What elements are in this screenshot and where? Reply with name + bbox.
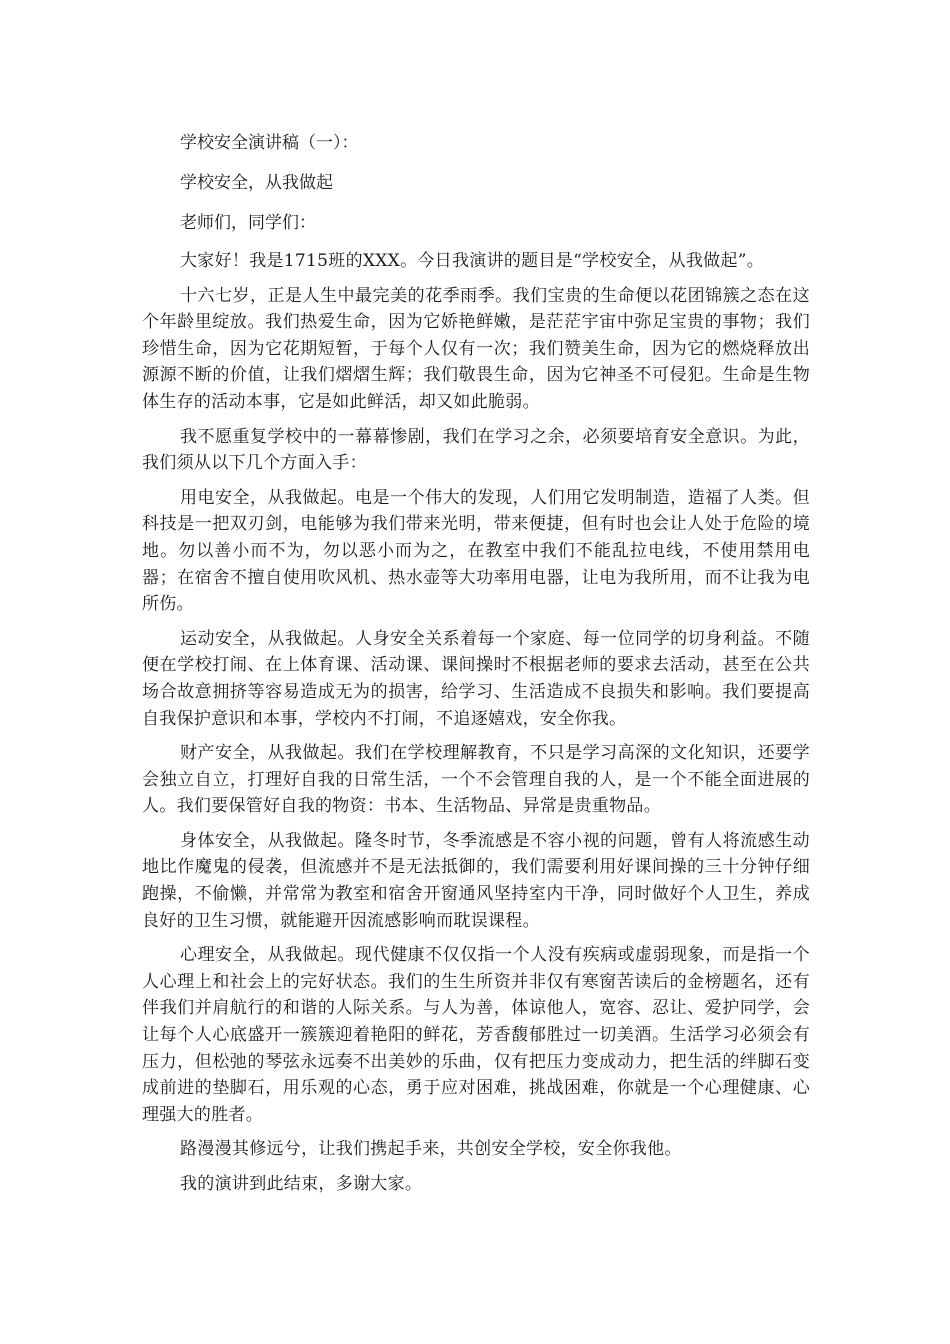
paragraph-property-safety: 财产安全，从我做起。我们在学校理解教育，不只是学习高深的文化知识，还要学会独立自立，打理好自我的日常生活，一个不会管理自我的人，是一个不能全面进展的人。我们要保管好自我的物资：书本、生活物品、异常是贵重物品。 bbox=[142, 743, 810, 817]
paragraph-closing: 我的演讲到此结束，多谢大家。 bbox=[180, 1174, 423, 1194]
document-subtitle: 学校安全，从我做起 bbox=[180, 173, 333, 193]
paragraph-body-safety: 身体安全，从我做起。隆冬时节，冬季流感是不容小视的问题，曾有人将流感生动地比作魔鬼的侵袭，但流感并不是无法抵御的，我们需要利用好课间操的三十分钟仔细跑操，不偷懒，并常常为教室和宿舍开窗通风坚持室内干净，同时做好个人卫生，养成良好的卫生习惯，就能避开因流感影响而耽误课程。 bbox=[142, 830, 810, 931]
salutation: 老师们，同学们： bbox=[180, 213, 316, 233]
document-body bbox=[142, 128, 810, 1206]
paragraph-greeting: 大家好！我是1715班的XXX。今日我演讲的题目是“学校安全，从我做起”。 bbox=[180, 251, 765, 271]
paragraph-awareness: 我不愿重复学校中的一幕幕惨剧，我们在学习之余，必须要培育安全意识。为此，我们须从以下几个方面入手： bbox=[142, 426, 810, 474]
paragraph-life: 十六七岁，正是人生中最完美的花季雨季。我们宝贵的生命便以花团锦簇之态在这个年龄里绽放。我们热爱生命，因为它娇艳鲜嫩，是茫茫宇宙中弥足宝贵的事物；我们珍惜生命，因为它花期短暂，于每个人仅有一次；我们赞美生命，因为它的燃烧释放出源源不断的价值，让我们熠熠生辉；我们敬畏生命，因为它神圣不可侵犯。生命是生物体生存的活动本事，它是如此鲜活，却又如此脆弱。 bbox=[142, 285, 810, 412]
paragraph-electricity-safety: 用电安全，从我做起。电是一个伟大的发现，人们用它发明制造，造福了人类。但科技是一把双刃剑，电能够为我们带来光明，带来便捷，但有时也会让人处于危险的境地。勿以善小而不为，勿以恶小而为之，在教室中我们不能乱拉电线，不使用禁用电器；在宿舍不擅自使用吹风机、热水壶等大功率用电器，让电为我所用，而不让我为电所伤。 bbox=[142, 487, 810, 615]
paragraph-call-to-action: 路漫漫其修远兮，让我们携起手来，共创安全学校，安全你我他。 bbox=[180, 1139, 682, 1160]
paragraph-sports-safety: 运动安全，从我做起。人身安全关系着每一个家庭、每一位同学的切身利益。不随便在学校打闹、在上体育课、活动课、课间操时不根据老师的要求去活动，甚至在公共场合故意拥挤等容易造成无为的损害，给学习、生活造成不良损失和影响。我们要提高自我保护意识和本事，学校内不打闹，不追逐嬉戏，安全你我。 bbox=[142, 628, 810, 729]
paragraph-mental-safety: 心理安全，从我做起。现代健康不仅仅指一个人没有疾病或虚弱现象，而是指一个人心理上和社会上的完好状态。我们的生生所资并非仅有寒窗苦读后的金榜题名，还有伴我们并肩航行的和谐的人际关系。与人为善，体谅他人，宽容、忍让、爱护同学，会让每个人心底盛开一簇簇迎着艳阳的鲜花，芳香馥郁胜过一切美酒。生活学习必须会有压力，但松弛的琴弦永远奏不出美妙的乐曲，仅有把压力变成动力，把生活的绊脚石变成前进的垫脚石，用乐观的心态，勇于应对困难，挑战困难，你就是一个心理健康、心理强大的胜者。 bbox=[142, 945, 810, 1125]
document-title: 学校安全演讲稿（一）： bbox=[180, 133, 359, 153]
